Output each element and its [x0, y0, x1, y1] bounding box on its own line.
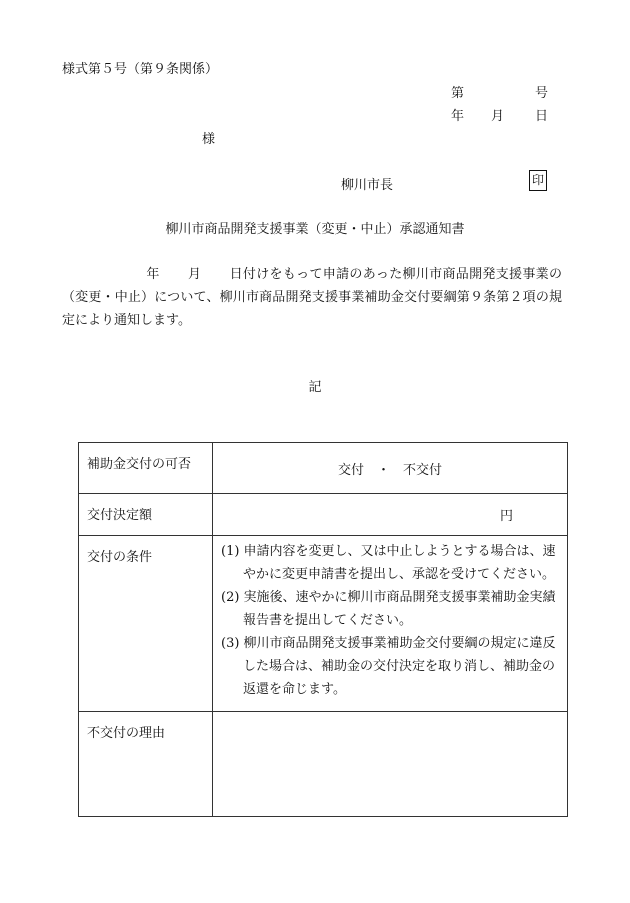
table-row	[79, 443, 568, 494]
date-month-label: 月	[491, 109, 505, 124]
details-table	[78, 442, 568, 817]
document-title: 柳川市商品開発支援事業（変更・中止）承認通知書	[165, 222, 465, 237]
body-year-label: 年	[146, 267, 160, 282]
conditions-list	[213, 536, 567, 701]
row-label: 交付の条件	[79, 536, 213, 712]
condition-item: (2) 実施後、速やかに柳川市商品開発支援事業補助金実績報告書を提出してください。	[221, 590, 556, 628]
condition-item: (3) 柳川市商品開発支援事業補助金交付要綱の規定に違反した場合は、補助金の交付決定を取り消し、補助金の返還を命じます。	[221, 636, 556, 697]
date-year-label: 年	[451, 109, 465, 124]
table-row	[79, 536, 568, 712]
sender-name: 柳川市長	[341, 178, 394, 193]
conditions-cell	[213, 536, 568, 712]
row-value: 交付 ・ 不交付	[213, 443, 568, 494]
condition-item: (1) 申請内容を変更し、又は中止しようとする場合は、速やかに変更申請書を提出し、承認を受けてください。	[221, 544, 556, 582]
row-value: 円	[213, 494, 568, 536]
row-label: 交付決定額	[79, 494, 213, 536]
ki-heading: 記	[308, 380, 322, 395]
addressee-suffix: 様	[202, 132, 216, 147]
body-paragraph	[62, 263, 562, 332]
doc-number-prefix: 第	[451, 86, 465, 101]
date-day-label: 日	[535, 109, 549, 124]
body-month-label: 月	[187, 267, 202, 282]
table-row	[79, 712, 568, 817]
seal-box: 印	[529, 170, 547, 191]
row-label: 不交付の理由	[79, 712, 213, 817]
body-text: 日付けをもって申請のあった柳川市商品開発支援事業の（変更・中止）について、柳川市商品開発支援事業補助金交付要綱第９条第２項の規定により通知します。	[62, 267, 562, 328]
row-value	[213, 712, 568, 817]
table-row	[79, 494, 568, 536]
row-label: 補助金交付の可否	[79, 443, 213, 494]
form-number: 様式第５号（第９条関係）	[62, 62, 219, 77]
doc-number-suffix: 号	[535, 86, 549, 101]
